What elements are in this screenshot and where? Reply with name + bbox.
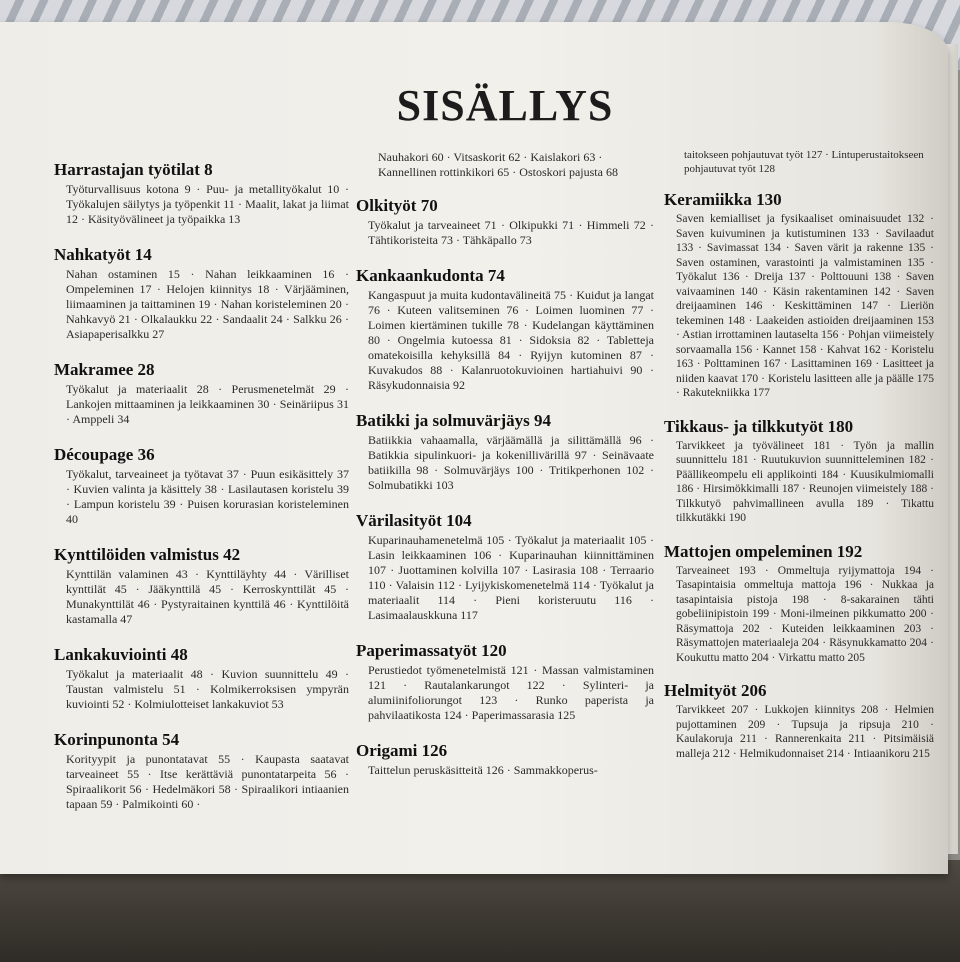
toc-entry — [54, 730, 349, 812]
toc-entry — [356, 641, 654, 723]
toc-heading: Origami 126 — [356, 741, 448, 760]
toc-entry — [664, 542, 934, 666]
toc-items: Työkalut, tarveaineet ja työtavat 37 · Puun esikäsittely 37 · Kuvien valinta ja käsittely 38 · Lasilautasen koristelu 39 · Lampun koristelu 39 · Puisen korurasian koristeleminen 40 — [66, 467, 349, 526]
toc-items: Perustiedot työmenetelmistä 121 · Massan valmistaminen 121 · Rautalankarungot 122 · Sylinteri- ja alumiinifoliorungot 123 · Runko paperista ja pahvilaatikosta 124 · Paperimassarasia 125 — [368, 663, 654, 722]
toc-entry — [54, 360, 349, 427]
toc-items: Tarvikkeet ja työvälineet 181 · Työn ja mallin suunnittelu 181 · Ruutukuvion suunnitteleminen 182 · Päällikeompelu eli applikointi 184 · Kuusikulmiomalli 186 · Hirsimökkimalli 187 · Reunojen viimeistely 188 · Tilkkutyö pahvimallineen avulla 189 · Tikattu tilkkutäkki 190 — [676, 439, 934, 524]
toc-items: Työturvallisuus kotona 9 · Puu- ja metallityökalut 10 · Työkalujen säilytys ja työpenkit 11 · Maalit, lakat ja liimat 12 · Käsityövälineet ja työpaikka 13 — [66, 182, 349, 226]
toc-entry — [664, 190, 934, 401]
toc-heading: Värilasityöt 104 — [356, 511, 472, 530]
toc-entry — [664, 681, 934, 761]
toc-continuation: Nauhakori 60 · Vitsaskorit 62 · Kaislakori 63 · Kannellinen rottinkikori 65 · Ostoskori pajusta 68 — [378, 150, 618, 179]
toc-entry — [356, 511, 654, 623]
toc-items: Korityypit ja punontatavat 55 · Kaupasta saatavat tarveaineet 55 · Itse kerättäviä punontatarpeita 56 · Spiraalikorit 56 · Hedelmäkori 58 · Spiraalikori intiaanien tapaan 59 · Palmikointi 60 · — [66, 752, 349, 811]
toc-column-1 — [54, 160, 349, 830]
toc-items: Työkalut ja materiaalit 28 · Perusmenetelmät 29 · Lankojen mittaaminen ja leikkaaminen 30 · Seinäriipus 31 · Amppeli 34 — [66, 382, 349, 426]
toc-entry — [356, 266, 654, 393]
toc-heading: Kankaankudonta 74 — [356, 266, 505, 285]
toc-items: Tarveaineet 193 · Ommeltuja ryijymattoja 194 · Tasapintaisia ommeltuja mattoja 196 · Nukkaa ja tasapintaisia pistoja 198 · 8-sakarainen tähti gobeliinipistoin 199 · Moni-ilmeinen pikkumatto 200 · Räsymattoja 202 · Kuteiden leikkaaminen 203 · Räsymattojen materiaaleja 204 · Räsynukkamatto 204 · Koukuttu matto 204 · Virkattu matto 205 — [676, 564, 934, 664]
toc-heading: Mattojen ompeleminen 192 — [664, 541, 863, 561]
toc-heading: Keramiikka 130 — [664, 190, 782, 209]
toc-entry — [54, 645, 349, 712]
toc-column-3 — [664, 148, 934, 777]
toc-heading: Helmityöt 206 — [664, 681, 767, 700]
page-title: SISÄLLYS — [396, 81, 614, 130]
toc-entry — [356, 741, 654, 778]
toc-heading: Kynttilöiden valmistus 42 — [54, 545, 241, 564]
toc-items: Batiikkia vahaamalla, värjäämällä ja silittämällä 96 · Batikkia sipulinkuori- ja kokenillivärillä 97 · Seinävaate batiikilla 98 · Solmuvärjäys 100 · Tritikperhonen 102 · Solmubatikki 103 — [368, 433, 654, 492]
toc-entry — [54, 445, 349, 527]
toc-entry — [54, 545, 349, 627]
toc-items: Nahan ostaminen 15 · Nahan leikkaaminen 16 · Ompeleminen 17 · Helojen kiinnitys 18 · Värjääminen, liimaaminen ja taittaminen 19 · Nahan koristeleminen 20 · Nahkavyö 21 · Olkalaukku 22 · Sandaalit 24 · Salkku 26 · Asiapaperisalkku 27 — [66, 267, 349, 341]
toc-items: Kynttilän valaminen 43 · Kynttiläyhty 44 · Värilliset kynttilät 45 · Jääkynttilä 45 · Kerroskynttilät 45 · Munakynttilät 46 · Pystyraitainen kynttilä 46 · Kynttilöitä kastamalla 47 — [66, 567, 349, 626]
toc-items: Kangaspuut ja muita kudontavälineitä 75 · Kuidut ja langat 76 · Kuteen valitseminen 76 · Loimen luominen 77 · Loimen kiertäminen tukille 78 · Kudelangan käyttäminen 80 · Ongelmia kutoessa 81 · Sidoksia 82 · Tabletteja omatekoisilla kehyksillä 84 · Ryijyn kutominen 87 · Kuvakudos 88 · Kalanruotokuvioinen hartiahuivi 90 · Räsykudonnaisia 92 — [368, 288, 654, 392]
toc-heading: Olkityöt 70 — [356, 196, 438, 215]
toc-items: Saven kemialliset ja fysikaaliset ominaisuudet 132 · Saven kuivuminen ja kutistuminen 133 · Savilaadut 133 · Savimassat 134 · Saven värit ja rakenne 135 · Saven ostaminen, varastointi ja valmistaminen 135 · Työkalut 136 · Dreija 137 · Polttouuni 138 · Saven vaivaaminen 140 · Käsin rakentaminen 142 · Saven dreijaaminen 146 · Keskittäminen 147 · Lieriön tekeminen 148 · Laakeiden astioiden dreijaaminen 153 · Astian irrottaminen lautaselta 156 · Pohjan viimeistely sorvaamalla 156 · Kannet 158 · Kahvat 162 · Koristelu 163 · Polttaminen 167 · Lasittaminen 169 · Lasitteet ja niiden kaavat 170 · Koristelu lasitteen alle ja päälle 175 · Rakutekniikka 177 — [676, 213, 934, 399]
toc-heading: Paperimassatyöt 120 — [356, 641, 507, 660]
toc-entry — [356, 196, 654, 248]
toc-heading: Nahkatyöt 14 — [54, 245, 152, 264]
toc-heading: Korinpunonta 54 — [54, 730, 180, 749]
toc-items: Työkalut ja tarveaineet 71 · Olkipukki 71 · Himmeli 72 · Tähtikoristeita 73 · Tähkäpallo 73 — [368, 218, 654, 247]
toc-items: Taittelun peruskäsitteitä 126 · Sammakkoperus- — [368, 763, 598, 777]
toc-heading: Harrastajan työtilat 8 — [54, 160, 213, 179]
toc-heading: Makramee 28 — [54, 360, 155, 379]
toc-heading: Tikkaus- ja tilkkutyöt 180 — [664, 416, 854, 436]
toc-items: Tarvikkeet 207 · Lukkojen kiinnitys 208 · Helmien pujottaminen 209 · Tupsuja ja ripsuja 210 · Kaulakoruja 211 · Rannerenkaita 211 · Pitsimäisiä malleja 212 · Helmikudonnaiset 214 · Intiaanikoru 215 — [676, 704, 934, 760]
toc-entry — [664, 417, 934, 526]
toc-heading: Lankakuviointi 48 — [54, 645, 188, 664]
toc-items: Työkalut ja materiaalit 48 · Kuvion suunnittelu 49 · Taustan valmistelu 51 · Kolmikerroksisen ympyrän kuviointi 52 · Kolmiulotteiset lankakuviot 53 — [66, 667, 349, 711]
toc-entry — [356, 411, 654, 493]
toc-heading: Découpage 36 — [54, 445, 155, 464]
toc-items: Kuparinauhamenetelmä 105 · Työkalut ja materiaalit 105 · Lasin leikkaaminen 106 · Kuparinauhan kiinnittäminen 107 · Juottaminen kolvilla 107 · Lasirasia 108 · Terraario 110 · Valaisin 112 · Lyijykiskomenetelmä 114 · Työkalut ja materiaalit 114 · Pieni koristeruutu 116 · Lasimaalauskkuna 117 — [368, 533, 654, 622]
toc-entry — [54, 160, 349, 227]
toc-entry — [54, 245, 349, 342]
table-surface — [0, 860, 960, 962]
toc-column-2 — [356, 150, 654, 796]
toc-heading: Batikki ja solmuvärjäys 94 — [356, 411, 552, 430]
toc-continuation: taitokseen pohjautuvat työt 127 · Lintuperustaitokseen pohjautuvat työt 128 — [684, 149, 924, 175]
